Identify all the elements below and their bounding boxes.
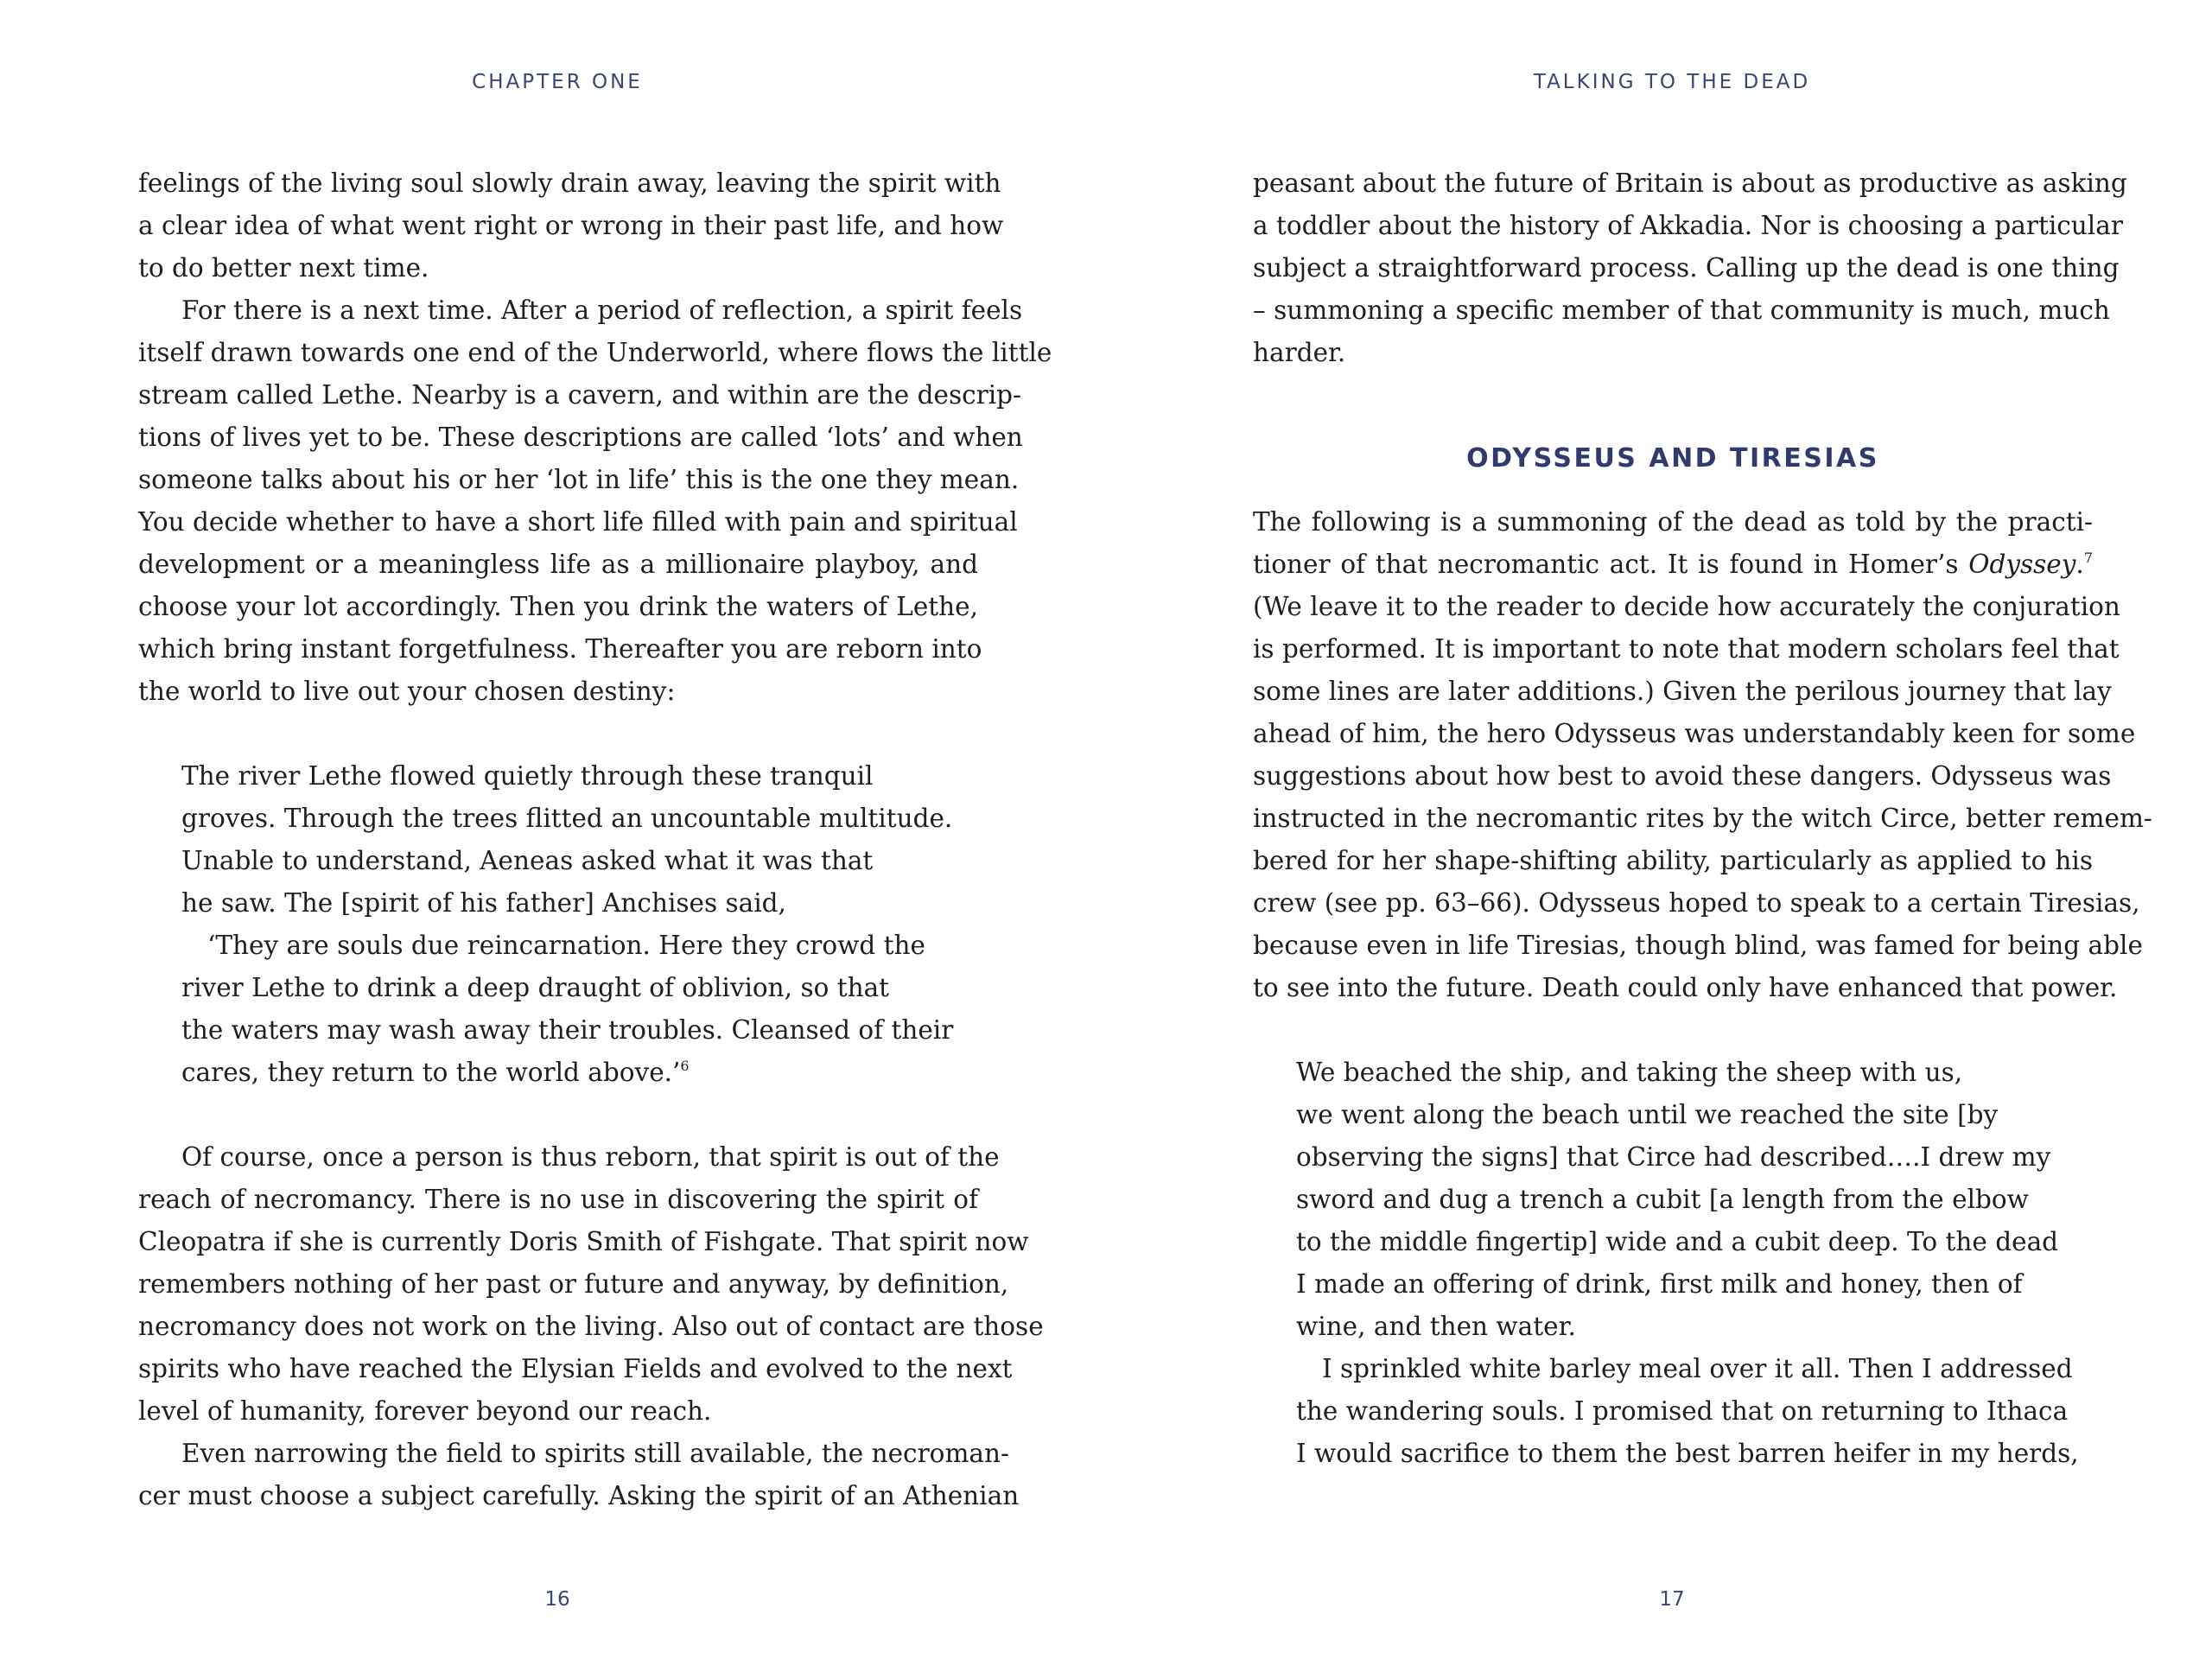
text-line: a clear idea of what went right or wrong in their past life, and how — [138, 211, 1004, 240]
paragraph — [138, 289, 1052, 713]
quote-line: wine, and then water. — [1296, 1312, 1576, 1341]
text-line: bered for her shape-shifting ability, particularly as applied to his — [1253, 846, 2093, 875]
text-line: suggestions about how best to avoid these dangers. Odysseus was — [1253, 761, 2112, 791]
text-line: itself drawn towards one end of the Underworld, where flows the little — [138, 338, 1052, 367]
quote-line: the waters may wash away their troubles. Cleansed of their — [181, 1015, 954, 1045]
text-line: choose your lot accordingly. Then you drink the waters of Lethe, — [138, 592, 978, 621]
text-line: level of humanity, forever beyond our reach. — [138, 1396, 712, 1426]
quote-line: the wandering souls. I promised that on returning to Ithaca — [1296, 1396, 2069, 1426]
text-line: peasant about the future of Britain is about as productive as asking — [1253, 168, 2127, 198]
page-number: 17 — [1659, 1588, 1685, 1611]
text-line: crew (see pp. 63–66). Odysseus hoped to speak to a certain Tiresias, — [1253, 888, 2140, 918]
quote-line: Unable to understand, Aeneas asked what it was that — [181, 846, 874, 875]
quote-line: The river Lethe flowed quietly through these tranquil — [181, 761, 874, 791]
paragraph — [1253, 162, 2127, 374]
quote-line: groves. Through the trees flitted an uncountable multitude. — [181, 804, 953, 833]
paragraph — [1253, 501, 2152, 1009]
paragraph — [138, 1433, 1020, 1517]
text-line: necromancy does not work on the living. Also out of contact are those — [138, 1312, 1044, 1341]
text-line: to see into the future. Death could only have enhanced that power. — [1253, 973, 2118, 1002]
quote-line: we went along the beach until we reached the site [by — [1296, 1100, 1999, 1129]
text-line: The following is a summoning of the dead as told by the practi- — [1253, 507, 2093, 537]
text-line: stream called Lethe. Nearby is a cavern, and within are the descrip- — [138, 380, 1021, 410]
text-line: someone talks about his or her ‘lot in life’ this is the one they mean. — [138, 465, 1020, 494]
text-line: to do better next time. — [138, 253, 429, 283]
quote-line: ‘They are souls due reincarnation. Here they crowd the — [207, 931, 925, 960]
quote-line — [181, 1052, 978, 1094]
text-line: You decide whether to have a short life filled with pain and spiritual — [138, 507, 1018, 537]
running-head: TALKING TO THE DEAD — [1533, 71, 1811, 93]
quote-line: to the middle fingertip] wide and a cubit deep. To the dead — [1296, 1227, 2059, 1256]
text-line: spirits who have reached the Elysian Fields and evolved to the next — [138, 1354, 1013, 1383]
body-text — [138, 162, 1052, 1517]
quote-line: observing the signs] that Circe had described….I drew my — [1296, 1142, 2051, 1172]
footnote-ref[interactable]: 6 — [680, 1058, 690, 1074]
text-line: feelings of the living soul slowly drain away, leaving the spirit with — [138, 168, 1001, 198]
text-line: because even in life Tiresias, though blind, was famed for being able — [1253, 931, 2143, 960]
quote-line: river Lethe to drink a deep draught of oblivion, so that — [181, 973, 890, 1002]
text-line — [1253, 544, 2093, 586]
paragraph — [138, 1136, 1044, 1433]
text-line: harder. — [1253, 338, 1346, 367]
text-line: which bring instant forgetfulness. Thereafter you are reborn into — [138, 634, 982, 664]
text-line: – summoning a specific member of that community is much, much — [1253, 296, 2110, 325]
text-line: Cleopatra if she is currently Doris Smith of Fishgate. That spirit now — [138, 1227, 1029, 1256]
text-line: the world to live out your chosen destiny: — [138, 677, 676, 706]
text-line: instructed in the necromantic rites by the witch Circe, better remem- — [1253, 804, 2152, 833]
running-head: CHAPTER ONE — [472, 71, 643, 93]
text-line: some lines are later additions.) Given the perilous journey that lay — [1253, 677, 2112, 706]
text-line: is performed. It is important to note that modern scholars feel that — [1253, 634, 2120, 664]
text-line: tions of lives yet to be. These descriptions are called ‘lots’ and when — [138, 423, 1023, 452]
body-text — [1253, 162, 2152, 1475]
quote-line: We beached the ship, and taking the sheep with us, — [1296, 1058, 1963, 1087]
right-page — [1106, 0, 2212, 1672]
text-line: (We leave it to the reader to decide how accurately the conjuration — [1253, 592, 2120, 621]
book-title: Odyssey — [1968, 550, 2076, 579]
text-line: subject a straightforward process. Calling up the dead is one thing — [1253, 253, 2120, 283]
quote-line: sword and dug a trench a cubit [a length from the elbow — [1296, 1185, 2029, 1214]
quote-line: I would sacrifice to them the best barren heifer in my herds, — [1296, 1439, 2079, 1468]
text-line: reach of necromancy. There is no use in discovering the spirit of — [138, 1185, 978, 1214]
text-line: cer must choose a subject carefully. Asking the spirit of an Athenian — [138, 1481, 1020, 1510]
text-line: Of course, once a person is thus reborn, that spirit is out of the — [181, 1142, 1000, 1172]
text-run: . — [2075, 550, 2084, 579]
page-number: 16 — [544, 1588, 570, 1611]
quote-line: he saw. The [spirit of his father] Anchises said, — [181, 888, 786, 918]
block-quote — [138, 755, 978, 1094]
text-run: tioner of that necromantic act. It is found in Homer’s — [1253, 550, 1969, 579]
footnote-ref[interactable]: 7 — [2083, 550, 2093, 566]
block-quote — [1253, 1052, 2093, 1475]
text-line: ahead of him, the hero Odysseus was understandably keen for some — [1253, 719, 2136, 748]
paragraph — [138, 162, 1004, 289]
text-line: remembers nothing of her past or future and anyway, by definition, — [138, 1269, 1009, 1299]
quote-text: cares, they return to the world above.’ — [181, 1058, 681, 1087]
text-line: Even narrowing the field to spirits still available, the necroman- — [181, 1439, 1009, 1468]
section-heading: ODYSSEUS AND TIRESIAS — [1466, 443, 1879, 474]
quote-line: I sprinkled white barley meal over it all. Then I addressed — [1322, 1354, 2073, 1383]
text-line: development or a meaningless life as a millionaire playboy, and — [138, 550, 978, 579]
text-line: For there is a next time. After a period of reflection, a spirit feels — [181, 296, 1023, 325]
text-line: a toddler about the history of Akkadia. Nor is choosing a particular — [1253, 211, 2123, 240]
quote-line: I made an offering of drink, first milk and honey, then of — [1296, 1269, 2023, 1299]
